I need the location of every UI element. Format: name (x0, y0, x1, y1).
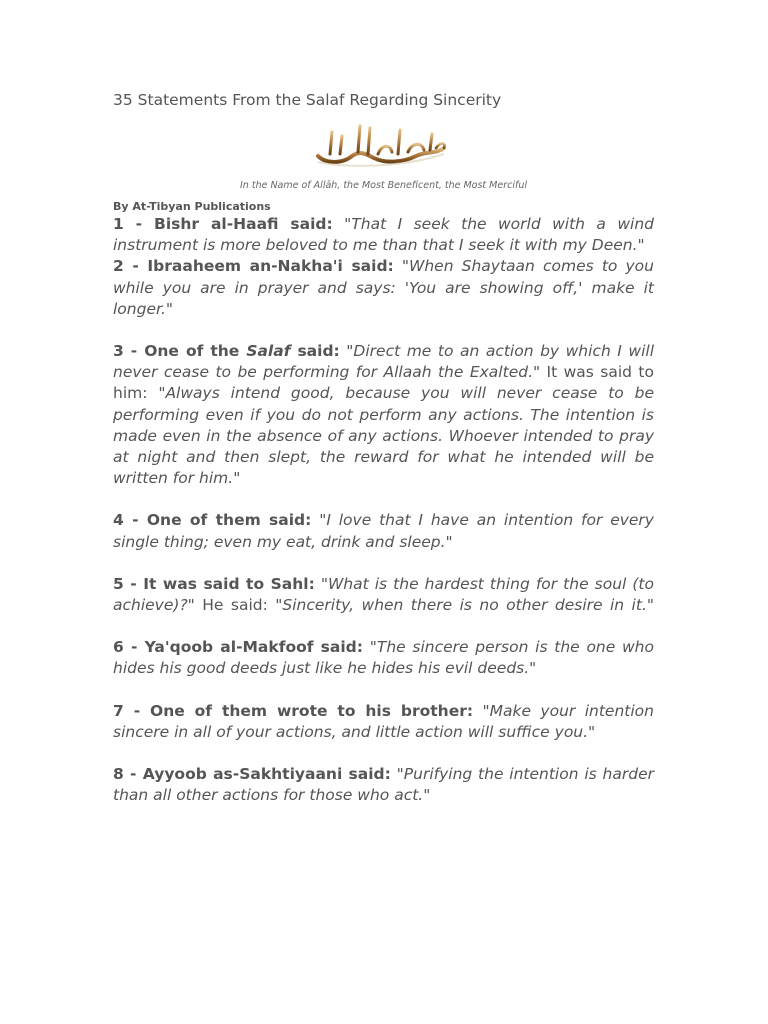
statement-reply: "Always intend good, because you will never cease to be performing even if you do not perform any actions. The intention is made even in the absence of any actions. Whoever intended to pray at night and then slept, the reward for what he intended will be written for him." (113, 384, 654, 488)
statement-4 (113, 510, 654, 552)
statement-speaker: 7 - One of them wrote to his brother: (113, 701, 474, 720)
statement-speaker-prefix: 3 - One of the (113, 342, 247, 361)
statement-quote: "I love that I have an intention for every single thing; even my eat, drink and sleep." (113, 511, 654, 551)
statement-3 (113, 341, 654, 489)
statement-quote: "What is the hardest thing for the soul (to achieve)?" (113, 574, 654, 615)
statement-speaker: 1 - Bishr al-Haafi said: (113, 215, 333, 233)
statement-quote: "Purifying the intention is harder than all other actions for those who act." (113, 765, 654, 805)
statement-quote: "The sincere person is the one who hides his good deeds just like he hides his evil deeds." (113, 638, 654, 678)
statement-speaker: 8 - Ayyoob as-Sakhtiyaani said: (113, 765, 391, 784)
statement-speaker-suffix: said: (290, 342, 340, 361)
statement-narration: It was said to him: (113, 363, 654, 403)
statement-quote: "That I seek the world with a wind instrument is more beloved to me than that I seek it with my Deen." (113, 215, 654, 255)
statement-speaker: 4 - One of them said: (113, 511, 312, 530)
statement-quote: "Direct me to an action by which I will never cease to be performing for Allaah the Exalted." (113, 342, 654, 382)
statement-narration: He said: (194, 596, 276, 615)
statement-2 (113, 256, 654, 320)
document-title: 35 Statements From the Salaf Regarding Sincerity (113, 91, 502, 109)
statement-5 (113, 574, 654, 616)
statement-8 (113, 764, 654, 806)
bismillah-translation: In the Name of Allāh, the Most Beneficent, the Most Merciful (240, 180, 527, 191)
statement-quote: "When Shaytaan comes to you while you are in prayer and says: 'You are showing off,' make it longer." (113, 257, 654, 318)
statement-speaker: 6 - Ya'qoob al-Makfoof said: (113, 638, 363, 657)
statement-speaker: 2 - Ibraaheem an-Nakha'i said: (113, 257, 394, 276)
statements-list (113, 214, 654, 827)
statement-7 (113, 701, 654, 743)
statement-speaker-emphasis: Salaf (246, 342, 291, 361)
publisher-byline: By At-Tibyan Publications (113, 200, 271, 213)
statement-speaker: 5 - It was said to Sahl: (113, 574, 315, 593)
statement-quote: "Make your intention sincere in all of your actions, and little action will suffice you." (113, 701, 654, 741)
statement-reply: "Sincerity, when there is no other desire in it." (275, 596, 654, 615)
bismillah-calligraphy (312, 118, 450, 170)
statement-6 (113, 637, 654, 679)
statement-1 (113, 214, 654, 256)
